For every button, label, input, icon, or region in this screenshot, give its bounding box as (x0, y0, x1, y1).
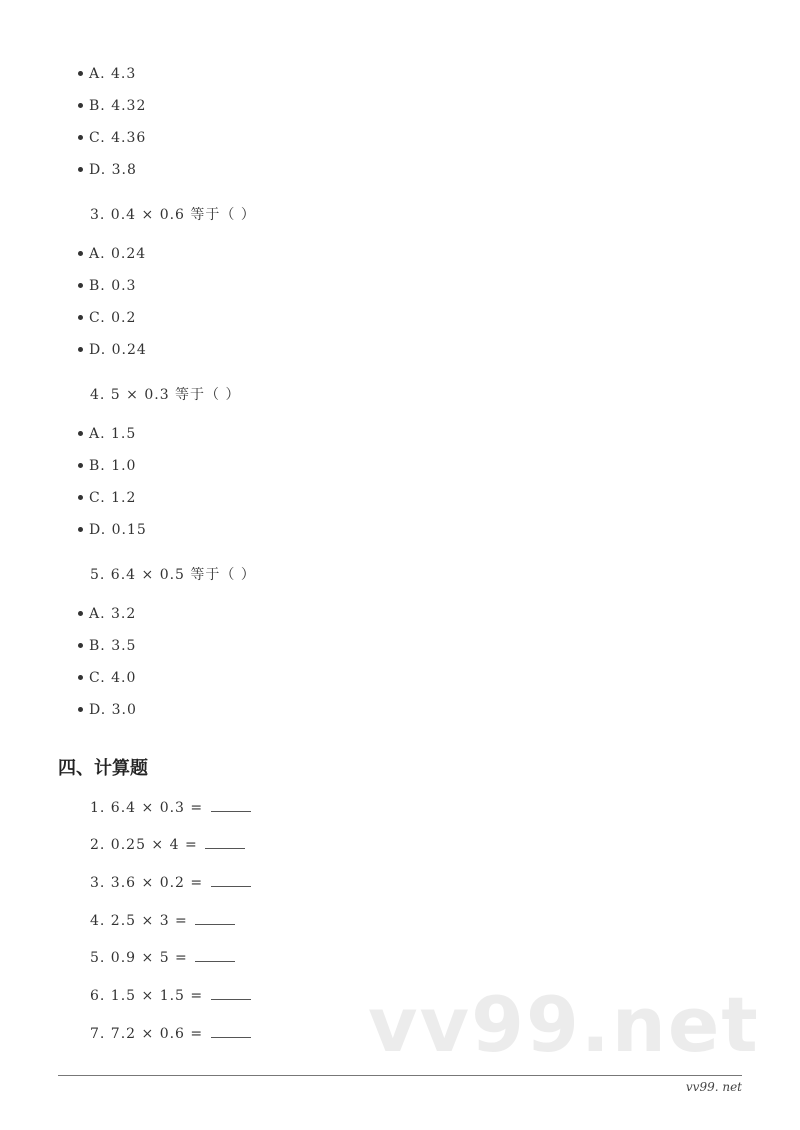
option-text: C. 0.2 (89, 310, 137, 326)
calc-expression: 6. 1.5 × 1.5 = (90, 988, 204, 1004)
option-text: B. 3.5 (89, 638, 137, 654)
answer-blank[interactable] (211, 1025, 251, 1038)
answer-blank[interactable] (205, 836, 245, 849)
calc-item-2 (90, 836, 245, 854)
answer-blank[interactable] (211, 874, 251, 887)
q4-option-b (78, 457, 136, 475)
calc-item-7 (90, 1025, 251, 1043)
calc-item-5 (90, 949, 235, 967)
bullet-icon (78, 251, 83, 256)
q2-option-d (78, 161, 137, 179)
calc-item-6 (90, 987, 251, 1005)
footer-divider (58, 1075, 742, 1076)
option-text: D. 3.0 (89, 702, 137, 718)
option-text: B. 4.32 (89, 98, 147, 114)
calc-item-1 (90, 799, 251, 817)
bullet-icon (78, 135, 83, 140)
q3-option-b (78, 277, 136, 295)
bullet-icon (78, 643, 83, 648)
answer-blank[interactable] (195, 949, 235, 962)
bullet-icon (78, 315, 83, 320)
option-text: A. 0.24 (89, 246, 147, 262)
bullet-icon (78, 675, 83, 680)
q2-option-a (78, 65, 136, 83)
q2-option-c (78, 129, 146, 147)
q4-option-d (78, 521, 147, 539)
q4-option-a (78, 425, 136, 443)
question-3: 3. 0.4 × 0.6 等于（ ） (90, 207, 256, 223)
option-text: C. 4.36 (89, 130, 147, 146)
q3-option-a (78, 245, 146, 263)
calc-expression: 2. 0.25 × 4 = (90, 837, 198, 853)
answer-blank[interactable] (211, 799, 251, 812)
watermark: vv99.net (368, 980, 760, 1069)
q5-option-c (78, 669, 136, 687)
bullet-icon (78, 347, 83, 352)
calc-expression: 7. 7.2 × 0.6 = (90, 1026, 204, 1042)
option-text: B. 0.3 (89, 278, 137, 294)
calc-expression: 3. 3.6 × 0.2 = (90, 875, 204, 891)
question-5: 5. 6.4 × 0.5 等于（ ） (90, 567, 256, 583)
option-text: D. 3.8 (89, 162, 137, 178)
calc-expression: 1. 6.4 × 0.3 = (90, 800, 204, 816)
bullet-icon (78, 103, 83, 108)
answer-blank[interactable] (211, 987, 251, 1000)
bullet-icon (78, 283, 83, 288)
q3-option-c (78, 309, 136, 327)
answer-blank[interactable] (195, 912, 235, 925)
option-text: A. 1.5 (89, 426, 137, 442)
bullet-icon (78, 611, 83, 616)
q2-option-b (78, 97, 146, 115)
q5-option-b (78, 637, 136, 655)
bullet-icon (78, 463, 83, 468)
footer-site-label: vv99. net (685, 1080, 742, 1094)
bullet-icon (78, 71, 83, 76)
q5-option-d (78, 701, 137, 719)
question-4: 4. 5 × 0.3 等于（ ） (90, 387, 241, 403)
option-text: D. 0.15 (89, 522, 147, 538)
q5-option-a (78, 605, 136, 623)
calc-expression: 5. 0.9 × 5 = (90, 950, 188, 966)
calc-expression: 4. 2.5 × 3 = (90, 913, 188, 929)
q3-option-d (78, 341, 147, 359)
option-text: A. 4.3 (89, 66, 137, 82)
calc-item-4 (90, 912, 235, 930)
q4-option-c (78, 489, 136, 507)
bullet-icon (78, 167, 83, 172)
bullet-icon (78, 495, 83, 500)
option-text: C. 4.0 (89, 670, 137, 686)
option-text: B. 1.0 (89, 458, 137, 474)
bullet-icon (78, 707, 83, 712)
bullet-icon (78, 431, 83, 436)
calc-item-3 (90, 874, 251, 892)
option-text: C. 1.2 (89, 490, 137, 506)
section-heading: 四、计算题 (58, 758, 148, 779)
option-text: A. 3.2 (89, 606, 137, 622)
bullet-icon (78, 527, 83, 532)
option-text: D. 0.24 (89, 342, 147, 358)
